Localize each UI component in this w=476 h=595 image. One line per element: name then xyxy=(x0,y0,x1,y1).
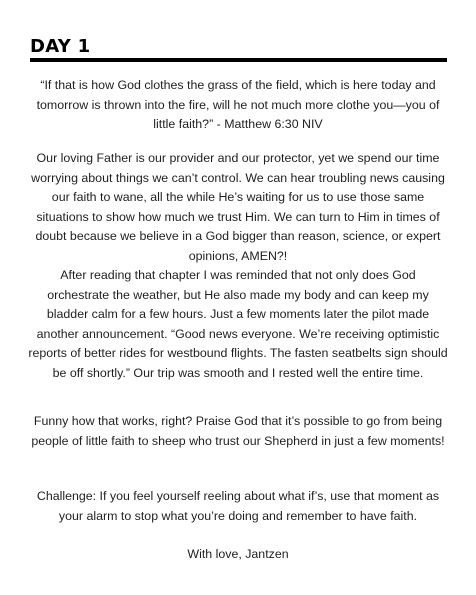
paragraph-provider: Our loving Father is our provider and our protector, yet we spend our time worrying about things we can’t control. We can hear troubling news causing our faith to wane, all the while He’s waiting for us to use those same situations to show how much we trust Him. We can turn to Him in times of doubt because we believe in a God bigger than reason, science, or expert opinions, AMEN?! xyxy=(31,151,445,263)
scripture-quote: “If that is how God clothes the grass of the field, which is here today and tomorrow is thrown into the fire, will he not much more clothe you—you of little faith?” - Matthew 6:30 NIV xyxy=(36,78,440,131)
heading-divider xyxy=(30,58,447,62)
day-heading: DAY 1 xyxy=(30,36,91,57)
paragraph-flight-story: After reading that chapter I was reminded that not only does God orchestrate the weather, but He also made my body and can keep my bladder calm for a few hours. Just a few moments later the pilot made another announcement. “Good news everyone. We’re receiving optimistic reports of better rides for westbound flights. The fasten seatbelts sign should be off shortly.” Our trip was smooth and I rested well the entire time. xyxy=(28,268,448,380)
signoff: With love, Jantzen xyxy=(187,547,289,561)
paragraph-reflection: Funny how that works, right? Praise God that it’s possible to go from being people of little faith to sheep who trust our Shepherd in just a few moments! xyxy=(31,414,445,448)
challenge-text: Challenge: If you feel yourself reeling about what if’s, use that moment as your alarm to stop what you’re doing and remember to have faith. xyxy=(36,489,440,523)
